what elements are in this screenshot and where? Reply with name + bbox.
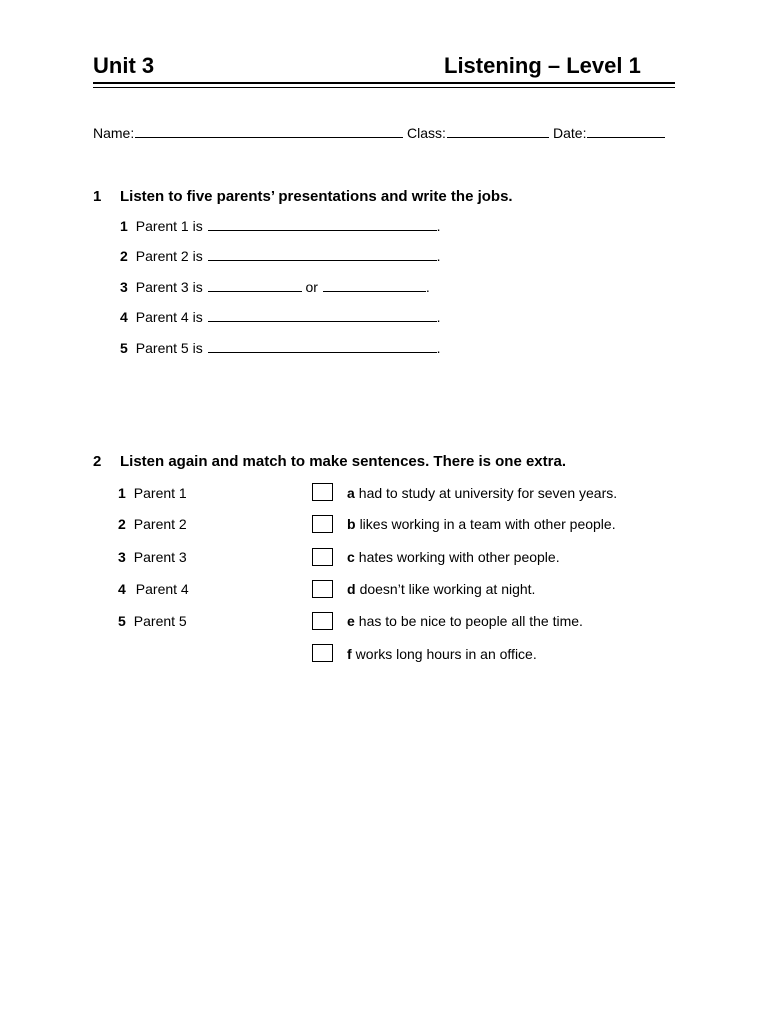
q1-item-number: 3 [120,279,128,295]
q1-answer-blank[interactable] [323,278,426,292]
level-title: Listening – Level 1 [444,53,641,78]
q2-instruction: Listen again and match to make sentences. There is one extra. [120,453,566,470]
q2-parent-number: 3 [118,549,126,565]
q1-item-number: 5 [120,340,128,356]
header-rule-thick [93,82,675,84]
q1-item [120,247,441,264]
q1-item-text: Parent 2 is [135,248,203,264]
q1-period: . [425,279,430,295]
q1-item [120,217,441,234]
q2-parent-number: 5 [118,613,126,629]
q1-item-text: Parent 1 is [135,218,203,234]
q2-parent [118,549,187,565]
q1-item-text: Parent 3 is [135,279,203,295]
q2-parent-number: 4 [118,581,126,597]
q1-item-text: Parent 5 is [135,340,203,356]
q2-option-text: has to be nice to people all the time. [358,613,583,629]
q2-option [347,581,535,597]
class-field[interactable] [407,124,549,141]
q2-parent [118,516,187,532]
q2-parent [118,581,189,597]
q2-parent-label: Parent 2 [133,516,187,532]
q1-answer-blank[interactable] [208,278,302,292]
class-blank[interactable] [447,124,549,138]
q2-parent-label: Parent 4 [135,581,189,597]
q1-item-number: 1 [120,218,128,234]
q1-item-number: 4 [120,309,128,325]
date-field[interactable] [553,124,665,141]
q1-period: . [436,248,441,264]
q2-option-letter: e [347,613,355,629]
q1-item [120,278,430,295]
q2-option-letter: d [347,581,356,597]
answer-box[interactable] [312,612,333,630]
q2-option [347,646,537,662]
date-blank[interactable] [587,124,665,138]
q2-option [347,613,583,629]
q2-option-letter: a [347,485,355,501]
q2-number: 2 [93,453,102,470]
unit-title: Unit 3 [93,53,155,78]
q2-parent-number: 1 [118,485,126,501]
q1-answer-blank[interactable] [208,217,437,231]
q1-answer-blank[interactable] [208,339,437,353]
q2-parent [118,485,187,501]
answer-box[interactable] [312,580,333,598]
q1-number: 1 [93,188,102,205]
q2-option-letter: c [347,549,355,565]
q1-item [120,308,441,325]
answer-box[interactable] [312,548,333,566]
name-field[interactable] [93,124,403,141]
q2-parent-number: 2 [118,516,126,532]
q1-period: . [436,218,441,234]
q1-item [120,339,441,356]
q2-option-text: had to study at university for seven years. [358,485,618,501]
answer-box[interactable] [312,644,333,662]
q2-option [347,516,616,532]
q1-item-text: Parent 4 is [135,309,203,325]
q2-option [347,549,560,565]
q2-option-text: likes working in a team with other people. [359,516,616,532]
header-rule-thin [93,87,675,88]
q1-period: . [436,340,441,356]
q1-instruction: Listen to five parents’ presentations and write the jobs. [120,188,513,205]
q2-parent [118,613,187,629]
q1-item-number: 2 [120,248,128,264]
q1-or-text: or [305,279,318,295]
name-label: Name: [93,125,135,141]
q2-parent-label: Parent 5 [133,613,187,629]
q2-option-text: works long hours in an office. [355,646,537,662]
q2-parent-label: Parent 3 [133,549,187,565]
q1-answer-blank[interactable] [208,247,437,261]
class-label: Class: [407,125,446,141]
q2-parent-label: Parent 1 [133,485,187,501]
q2-option-letter: f [347,646,352,662]
q2-option [347,485,617,501]
q2-option-letter: b [347,516,356,532]
q2-option-text: hates working with other people. [358,549,560,565]
date-label: Date: [553,125,587,141]
name-blank[interactable] [135,124,403,138]
q1-period: . [436,309,441,325]
answer-box[interactable] [312,515,333,533]
answer-box[interactable] [312,483,333,501]
q2-option-text: doesn’t like working at night. [359,581,536,597]
q1-answer-blank[interactable] [208,308,437,322]
